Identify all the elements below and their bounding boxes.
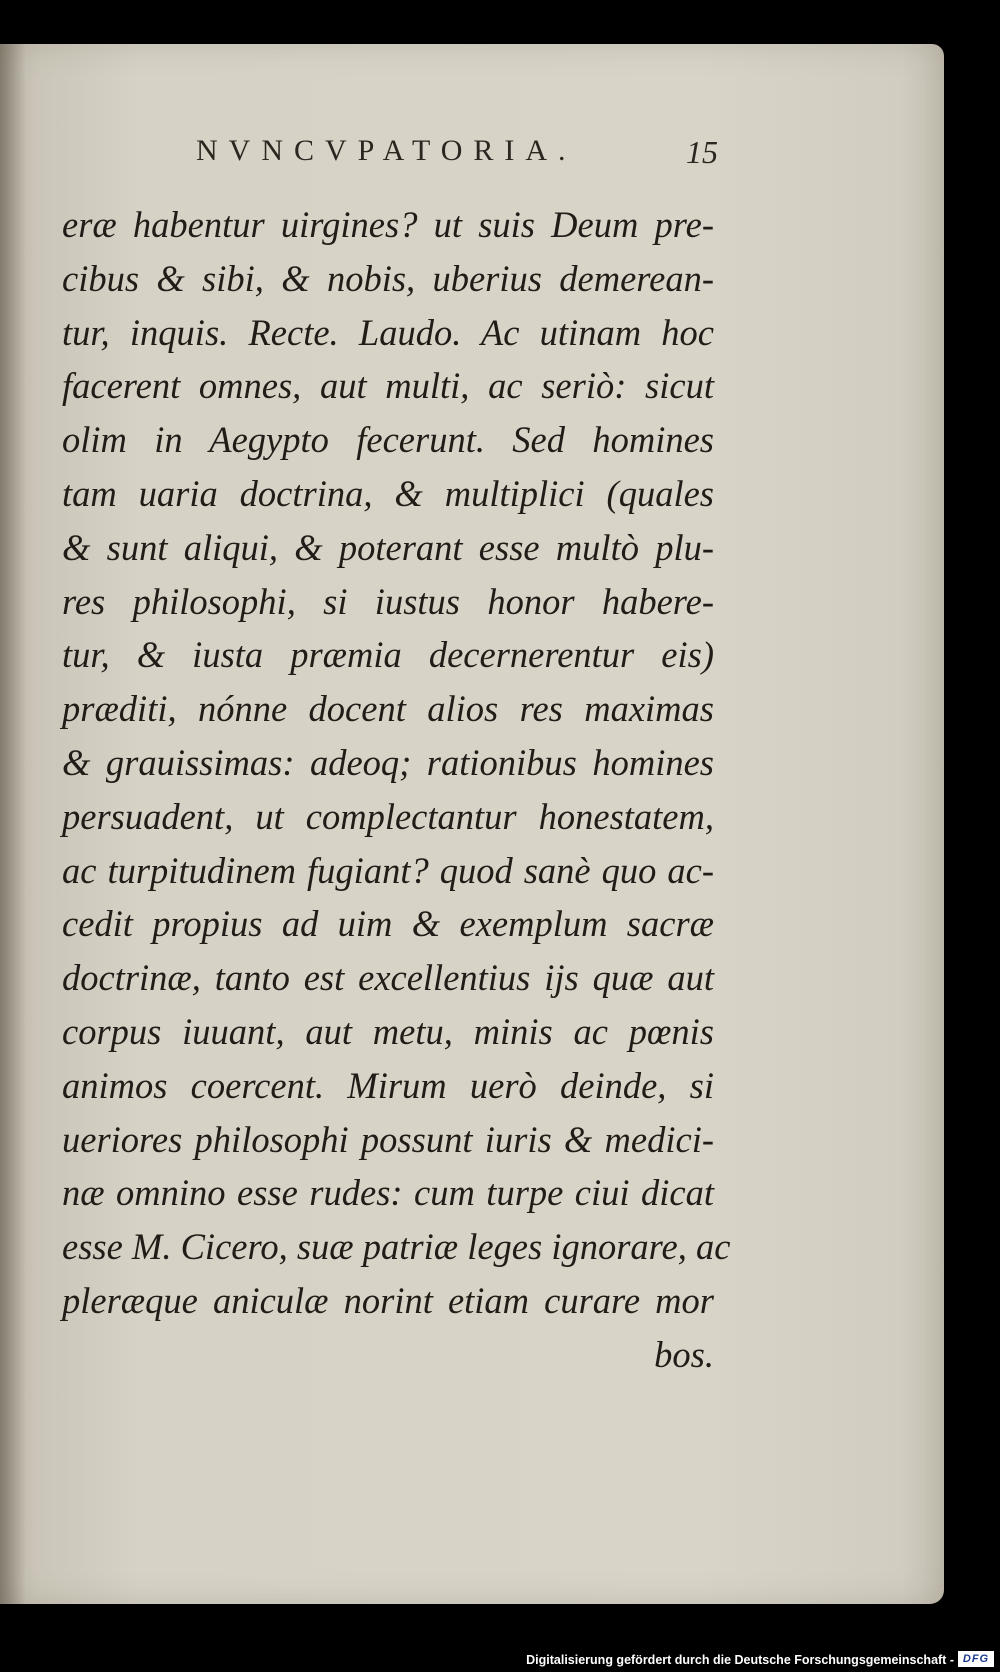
text-line: persuadent, ut complectantur honestatem, [62, 795, 714, 837]
text-line: esse M. Cicero, suæ patriæ leges ignorare, ac [62, 1226, 731, 1268]
text-line: tur, & iusta præmia decernerentur eis) [62, 634, 714, 676]
text-block [62, 198, 731, 1382]
text-line: res philosophi, si iustus honor habere- [62, 580, 714, 622]
catchword-line: bos. [654, 1333, 714, 1375]
funding-credit: Digitalisierung gefördert durch die Deutsche Forschungsgemeinschaft - [526, 1653, 954, 1667]
text-line: tur, inquis. Recte. Laudo. Ac utinam hoc [62, 311, 714, 353]
text-line: næ omnino esse rudes: cum turpe ciui dicat [62, 1172, 714, 1214]
dfg-logo: DFG [958, 1651, 994, 1667]
page-gutter-shadow [0, 44, 26, 1604]
text-line: olim in Aegypto fecerunt. Sed homines [62, 419, 714, 461]
page-number: 15 [686, 134, 718, 170]
text-line: & grauissimas: adeoq; rationibus homines [62, 741, 714, 783]
text-line: corpus iuuant, aut metu, minis ac pœnis [62, 1010, 714, 1052]
text-line: cibus & sibi, & nobis, uberius demerean- [62, 257, 714, 299]
text-line: pleræque aniculæ norint etiam curare mor [62, 1279, 714, 1321]
text-line: doctrinæ, tanto est excellentius ijs quæ aut [62, 957, 714, 999]
text-line: eræ habentur uirgines? ut suis Deum pre- [62, 204, 714, 245]
text-line: præditi, nónne docent alios res maximas [62, 688, 714, 730]
text-line: tam uaria doctrina, & multiplici (quales [62, 472, 714, 514]
text-line: cedit propius ad uim & exemplum sacræ [62, 903, 714, 945]
text-line: ac turpitudinem fugiant? quod sanè quo ac- [62, 849, 714, 891]
text-line: & sunt aliqui, & poterant esse multò plu- [62, 526, 714, 568]
text-line: ueriores philosophi possunt iuris & medici- [62, 1118, 714, 1160]
running-head: NVNCVPATORIA. [196, 134, 577, 167]
book-page [0, 44, 944, 1604]
text-line: facerent omnes, aut multi, ac seriò: sicut [62, 365, 714, 407]
footer-bar [0, 1646, 1000, 1672]
text-line: animos coercent. Mirum uerò deinde, si [62, 1064, 714, 1106]
